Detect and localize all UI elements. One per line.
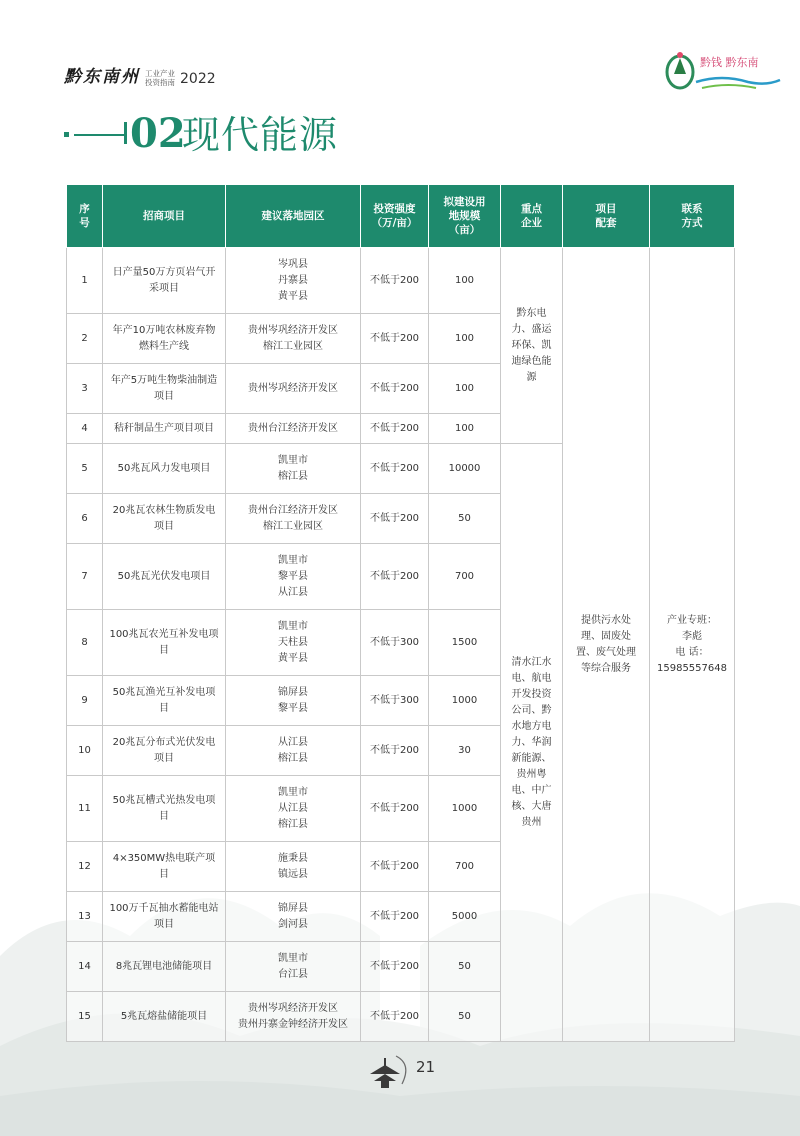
contact-cell: 产业专班： 李彪 电 话： 15985557648 [650,248,735,1042]
land-scale-cell: 1000 [429,676,501,726]
project-name-cell: 日产量50万方页岩气开采项目 [103,248,226,314]
project-name-cell: 50兆瓦槽式光热发电项目 [103,776,226,842]
row-number-cell: 7 [67,544,103,610]
project-name-cell: 20兆瓦分布式光伏发电项目 [103,726,226,776]
row-number-cell: 15 [67,992,103,1042]
key-enterprise-cell: 清水江水 电、航电 开发投资 公司、黔 水地方电 力、华润 新能源、 贵州粤 电、中广 核、大唐 贵州 [501,444,563,1042]
section-title [64,108,464,160]
park-cell: 凯里市 黎平县 从江县 [226,544,361,610]
investment-intensity-cell: 不低于200 [361,414,429,444]
column-header: 序 号 [67,185,103,248]
land-scale-cell: 100 [429,314,501,364]
investment-intensity-cell: 不低于200 [361,248,429,314]
land-scale-cell: 50 [429,992,501,1042]
investment-intensity-cell: 不低于200 [361,494,429,544]
park-cell: 贵州台江经济开发区 榕江工业园区 [226,494,361,544]
project-name-cell: 4×350MW热电联产项目 [103,842,226,892]
investment-intensity-cell: 不低于200 [361,776,429,842]
project-name-cell: 5兆瓦熔盐储能项目 [103,992,226,1042]
tourism-logo [662,46,782,94]
project-support-cell: 提供污水处 理、固废处 置、废气处理 等综合服务 [563,248,650,1042]
investment-intensity-cell: 不低于200 [361,444,429,494]
pagoda-icon [366,1050,412,1090]
project-name-cell: 年产10万吨农林废弃物燃料生产线 [103,314,226,364]
column-header: 招商项目 [103,185,226,248]
investment-intensity-cell: 不低于200 [361,842,429,892]
park-cell: 凯里市 台江县 [226,942,361,992]
table-header-row [67,185,735,248]
investment-intensity-cell: 不低于300 [361,676,429,726]
investment-intensity-cell: 不低于200 [361,892,429,942]
row-number-cell: 4 [67,414,103,444]
park-cell: 凯里市 从江县 榕江县 [226,776,361,842]
column-header: 项目 配套 [563,185,650,248]
logo-text: 黔钱 黔东南 [700,56,759,69]
investment-intensity-cell: 不低于200 [361,314,429,364]
park-cell: 凯里市 天柱县 黄平县 [226,610,361,676]
column-header: 联系 方式 [650,185,735,248]
park-cell: 施秉县 镇远县 [226,842,361,892]
land-scale-cell: 30 [429,726,501,776]
row-number-cell: 10 [67,726,103,776]
investment-intensity-cell: 不低于200 [361,726,429,776]
row-number-cell: 3 [67,364,103,414]
title-line-decoration [74,134,124,136]
row-number-cell: 1 [67,248,103,314]
brand-title: 黔东南州 [64,67,140,87]
table-row [67,248,735,314]
column-header: 建议落地园区 [226,185,361,248]
investment-intensity-cell: 不低于200 [361,364,429,414]
park-cell: 贵州岑巩经济开发区 榕江工业园区 [226,314,361,364]
row-number-cell: 6 [67,494,103,544]
project-name-cell: 100兆瓦农光互补发电项目 [103,610,226,676]
land-scale-cell: 50 [429,942,501,992]
park-cell: 贵州台江经济开发区 [226,414,361,444]
land-scale-cell: 100 [429,248,501,314]
investment-projects-table [66,184,735,1042]
land-scale-cell: 1500 [429,610,501,676]
page-number: 21 [416,1058,436,1076]
investment-intensity-cell: 不低于200 [361,544,429,610]
brand-subtitle-line-2: 投资指南 [145,78,175,87]
park-cell: 岑巩县 丹寨县 黄平县 [226,248,361,314]
project-name-cell: 50兆瓦风力发电项目 [103,444,226,494]
row-number-cell: 12 [67,842,103,892]
key-enterprise-cell: 黔东电 力、盛运 环保、凯 迪绿色能 源 [501,248,563,444]
project-name-cell: 秸秆制品生产项目项目 [103,414,226,444]
title-dot-decoration [64,132,69,137]
brand-header [64,62,216,87]
project-name-cell: 50兆瓦光伏发电项目 [103,544,226,610]
row-number-cell: 5 [67,444,103,494]
brand-year: 2022 [180,71,216,87]
land-scale-cell: 5000 [429,892,501,942]
column-header: 拟建设用 地规模 （亩） [429,185,501,248]
park-cell: 从江县 榕江县 [226,726,361,776]
section-number: 02 [130,110,186,157]
page-footer [366,1050,446,1090]
row-number-cell: 2 [67,314,103,364]
investment-intensity-cell: 不低于200 [361,942,429,992]
project-name-cell: 100万千瓦抽水蓄能电站项目 [103,892,226,942]
column-header: 投资强度 （万/亩） [361,185,429,248]
land-scale-cell: 700 [429,842,501,892]
row-number-cell: 14 [67,942,103,992]
investment-intensity-cell: 不低于200 [361,992,429,1042]
brand-subtitle [145,69,175,87]
row-number-cell: 11 [67,776,103,842]
section-heading: 现代能源 [182,113,339,157]
land-scale-cell: 100 [429,414,501,444]
park-cell: 贵州岑巩经济开发区 贵州丹寨金钟经济开发区 [226,992,361,1042]
park-cell: 贵州岑巩经济开发区 [226,364,361,414]
project-name-cell: 年产5万吨生物柴油制造项目 [103,364,226,414]
land-scale-cell: 50 [429,494,501,544]
park-cell: 锦屏县 剑河县 [226,892,361,942]
park-cell: 凯里市 榕江县 [226,444,361,494]
table-body [67,248,735,1042]
land-scale-cell: 700 [429,544,501,610]
row-number-cell: 13 [67,892,103,942]
project-name-cell: 20兆瓦农林生物质发电项目 [103,494,226,544]
row-number-cell: 8 [67,610,103,676]
brand-subtitle-line-1: 工业产业 [145,69,175,78]
project-name-cell: 8兆瓦锂电池储能项目 [103,942,226,992]
row-number-cell: 9 [67,676,103,726]
column-header: 重点 企业 [501,185,563,248]
land-scale-cell: 1000 [429,776,501,842]
project-name-cell: 50兆瓦渔光互补发电项目 [103,676,226,726]
land-scale-cell: 100 [429,364,501,414]
land-scale-cell: 10000 [429,444,501,494]
investment-intensity-cell: 不低于300 [361,610,429,676]
park-cell: 锦屏县 黎平县 [226,676,361,726]
title-bar-decoration [124,122,127,144]
